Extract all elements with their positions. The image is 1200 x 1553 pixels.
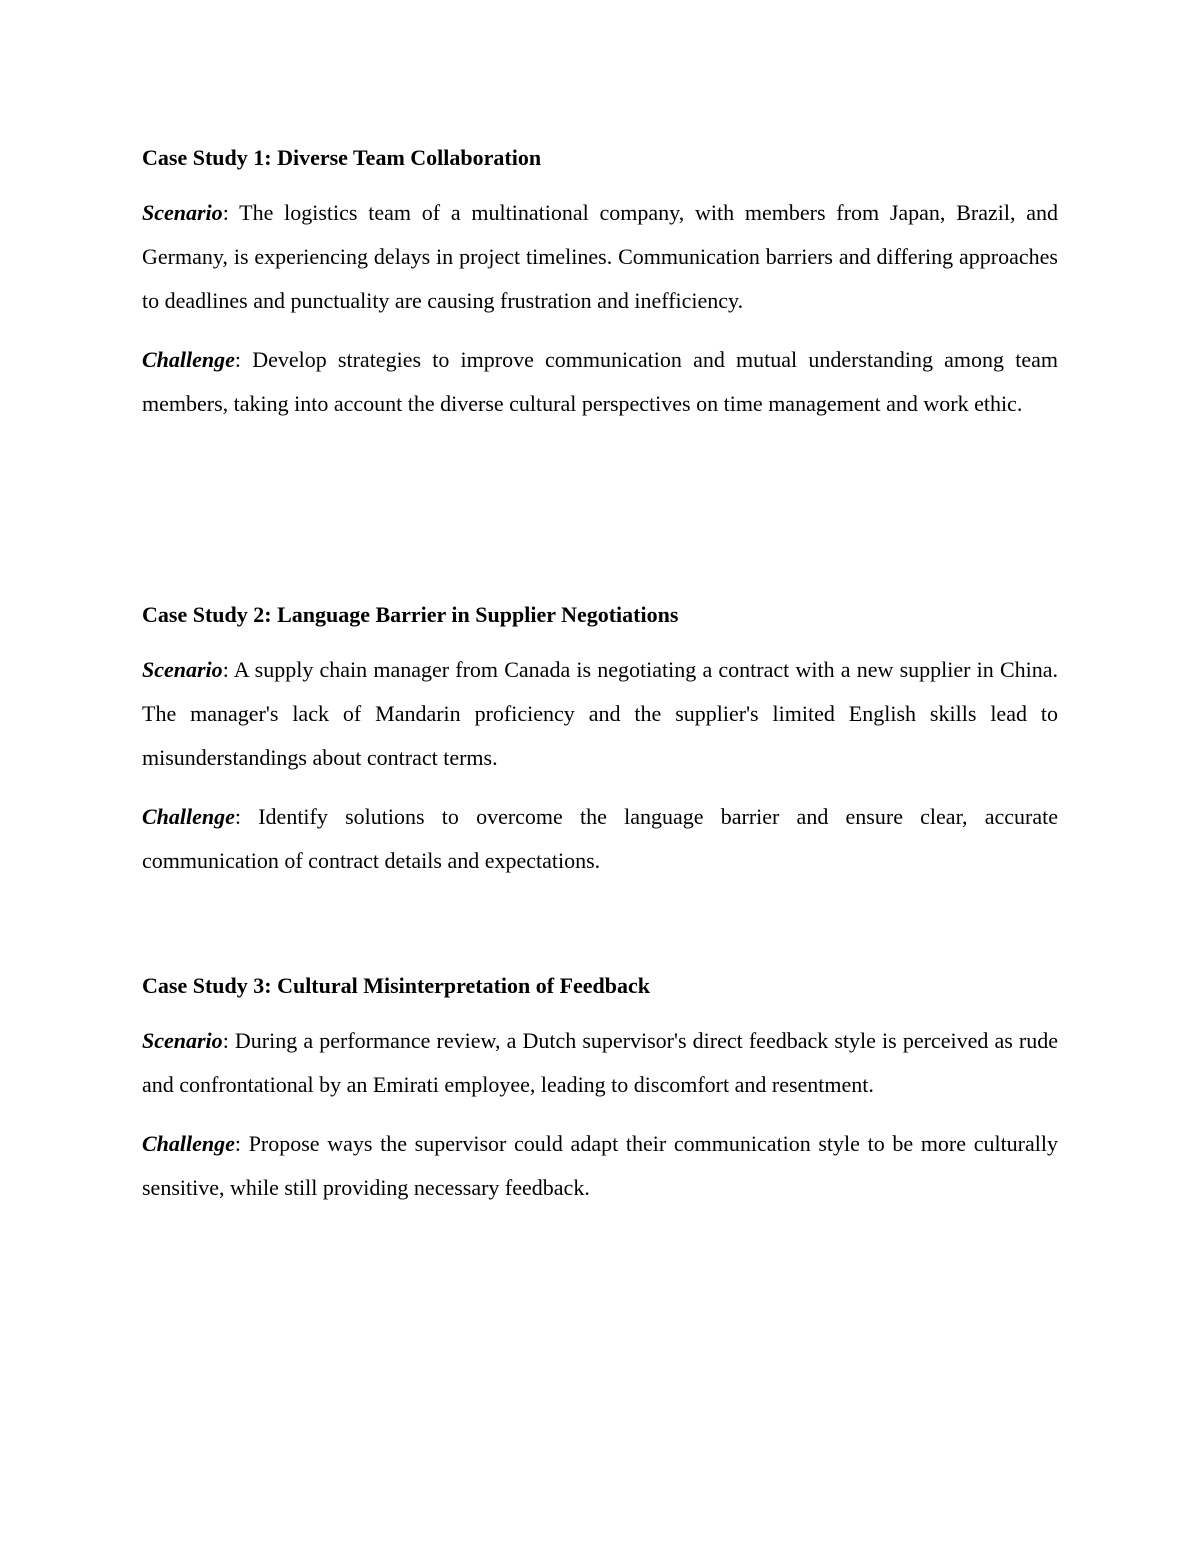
case-study-title: Case Study 3: Cultural Misinterpretation of Feedback xyxy=(142,973,651,998)
challenge-label: Challenge xyxy=(142,1131,235,1156)
scenario-text: : The logistics team of a multinational company, with members from Japan, Brazil, and Germany, is experiencing delays in project timelines. Communication barriers and differing approaches to deadlines and punctuality are causing frustration and inefficiency. xyxy=(142,200,1058,313)
scenario-text: : During a performance review, a Dutch supervisor's direct feedback style is perceived as rude and confrontational by an Emirati employee, leading to discomfort and resentment. xyxy=(142,1028,1058,1097)
challenge-label: Challenge xyxy=(142,347,235,372)
challenge-text: : Propose ways the supervisor could adapt their communication style to be more culturally sensitive, while still providing necessary feedback. xyxy=(142,1131,1058,1200)
scenario-text: : A supply chain manager from Canada is negotiating a contract with a new supplier in China. The manager's lack of Mandarin proficiency and the supplier's limited English skills lead to misunderstandings about contract terms. xyxy=(142,657,1058,770)
challenge-paragraph xyxy=(142,1122,1058,1210)
challenge-text: : Develop strategies to improve communication and mutual understanding among team members, taking into account the diverse cultural perspectives on time management and work ethic. xyxy=(142,347,1058,416)
scenario-paragraph xyxy=(142,648,1058,780)
challenge-text: : Identify solutions to overcome the language barrier and ensure clear, accurate communication of contract details and expectations. xyxy=(142,804,1058,873)
scenario-paragraph xyxy=(142,1019,1058,1107)
scenario-label: Scenario xyxy=(142,657,223,682)
case-study-2 xyxy=(142,597,1058,898)
case-study-3 xyxy=(142,968,1058,1225)
scenario-paragraph xyxy=(142,191,1058,323)
case-study-title: Case Study 1: Diverse Team Collaboration xyxy=(142,145,542,170)
challenge-label: Challenge xyxy=(142,804,235,829)
scenario-label: Scenario xyxy=(142,200,223,225)
case-study-1 xyxy=(142,140,1058,441)
challenge-paragraph xyxy=(142,338,1058,426)
challenge-paragraph xyxy=(142,795,1058,883)
scenario-label: Scenario xyxy=(142,1028,223,1053)
case-study-title: Case Study 2: Language Barrier in Supplier Negotiations xyxy=(142,602,679,627)
